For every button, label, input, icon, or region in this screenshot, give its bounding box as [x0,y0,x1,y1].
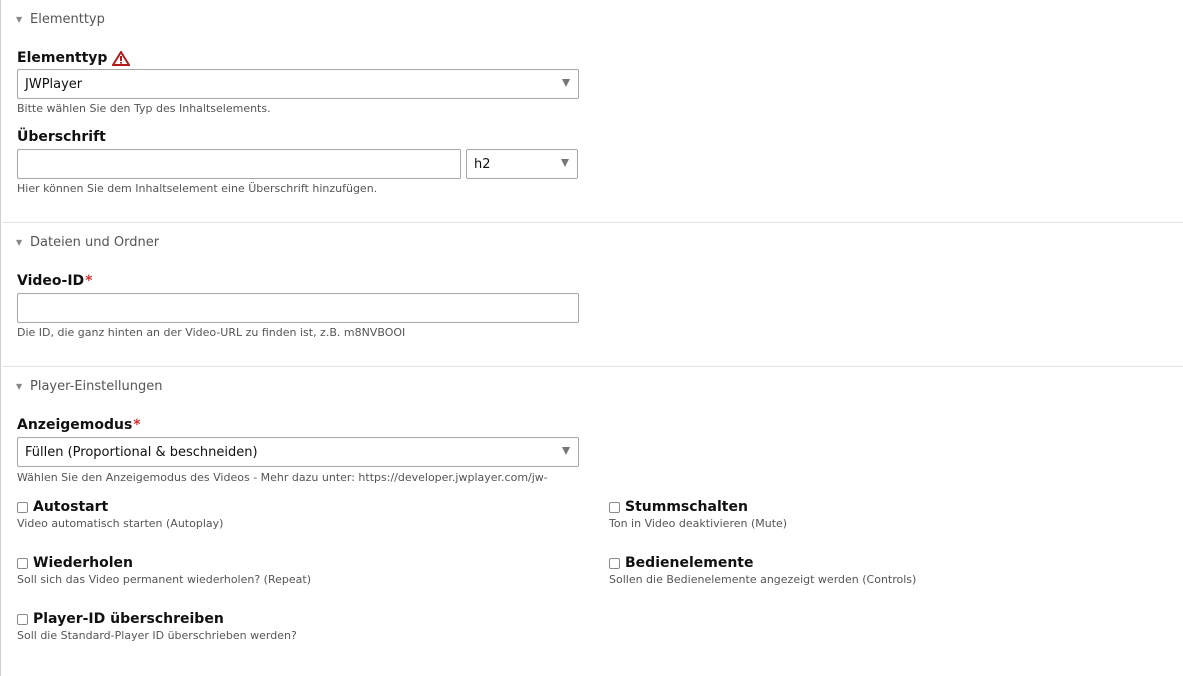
video-id-help: Die ID, die ganz hinten an der Video-URL zu finden ist, z.B. m8NVBOOI [17,326,406,339]
controls-option[interactable] [609,555,753,571]
controls-help: Sollen die Bedienelemente angezeigt werden (Controls) [609,573,917,586]
heading-input[interactable] [17,149,461,179]
element-type-help: Bitte wählen Sie den Typ des Inhaltselements. [17,102,271,115]
display-mode-select[interactable] [17,437,579,467]
legend-dateien[interactable] [16,235,159,250]
collapse-triangle-icon: ▼ [16,15,23,24]
heading-label-text: Überschrift [17,129,106,145]
player-id-checkbox[interactable] [17,614,28,625]
repeat-label[interactable]: Wiederholen [33,555,134,571]
collapse-triangle-icon: ▼ [16,382,23,391]
autostart-option[interactable] [17,499,108,515]
dropdown-arrow-icon [561,159,569,167]
player-id-option[interactable] [17,611,224,627]
video-id-input[interactable] [17,293,579,323]
video-id-label-text: Video-ID [17,273,85,289]
heading-level-select[interactable] [466,149,578,179]
legend-dateien-text: Dateien und Ordner [30,235,160,250]
heading-level-value: h2 [474,156,491,172]
player-id-label[interactable]: Player-ID überschreiben [33,611,224,627]
heading-label [17,129,106,145]
fieldset-elementtyp [2,0,1183,223]
controls-label[interactable]: Bedienelemente [625,555,754,571]
legend-elementtyp-text: Elementtyp [30,12,105,27]
required-marker: * [133,417,141,433]
controls-checkbox[interactable] [609,558,620,569]
legend-player[interactable] [16,379,162,394]
autostart-label[interactable]: Autostart [33,499,109,515]
repeat-checkbox[interactable] [17,558,28,569]
repeat-help: Soll sich das Video permanent wiederholen? (Repeat) [17,573,311,586]
repeat-option[interactable] [17,555,133,571]
video-id-label [17,273,93,289]
mute-option[interactable] [609,499,748,515]
mute-checkbox[interactable] [609,502,620,513]
collapse-triangle-icon: ▼ [16,238,23,247]
dropdown-arrow-icon [562,79,570,87]
display-mode-label [17,417,141,433]
warning-icon [112,51,130,66]
autostart-help: Video automatisch starten (Autoplay) [17,517,224,530]
legend-elementtyp[interactable] [16,12,105,27]
required-marker: * [85,273,93,289]
fieldset-player [2,367,1183,676]
player-id-help: Soll die Standard-Player ID überschrieben werden? [17,629,297,642]
display-mode-value: Füllen (Proportional & beschneiden) [25,444,258,460]
element-type-label [17,50,130,66]
mute-label[interactable]: Stummschalten [625,499,748,515]
fieldset-dateien [2,223,1183,367]
dropdown-arrow-icon [562,447,570,455]
heading-help: Hier können Sie dem Inhaltselement eine Überschrift hinzufügen. [17,182,378,195]
element-type-label-text: Elementtyp [17,50,108,66]
element-type-select[interactable] [17,69,579,99]
mute-help: Ton in Video deaktivieren (Mute) [609,517,788,530]
display-mode-help: Wählen Sie den Anzeigemodus des Videos - Mehr dazu unter: https://developer.jwplayer.com/jw- [17,471,548,484]
autostart-checkbox[interactable] [17,502,28,513]
display-mode-label-text: Anzeigemodus [17,417,133,433]
element-type-value: JWPlayer [25,76,83,92]
legend-player-text: Player-Einstellungen [30,379,163,394]
